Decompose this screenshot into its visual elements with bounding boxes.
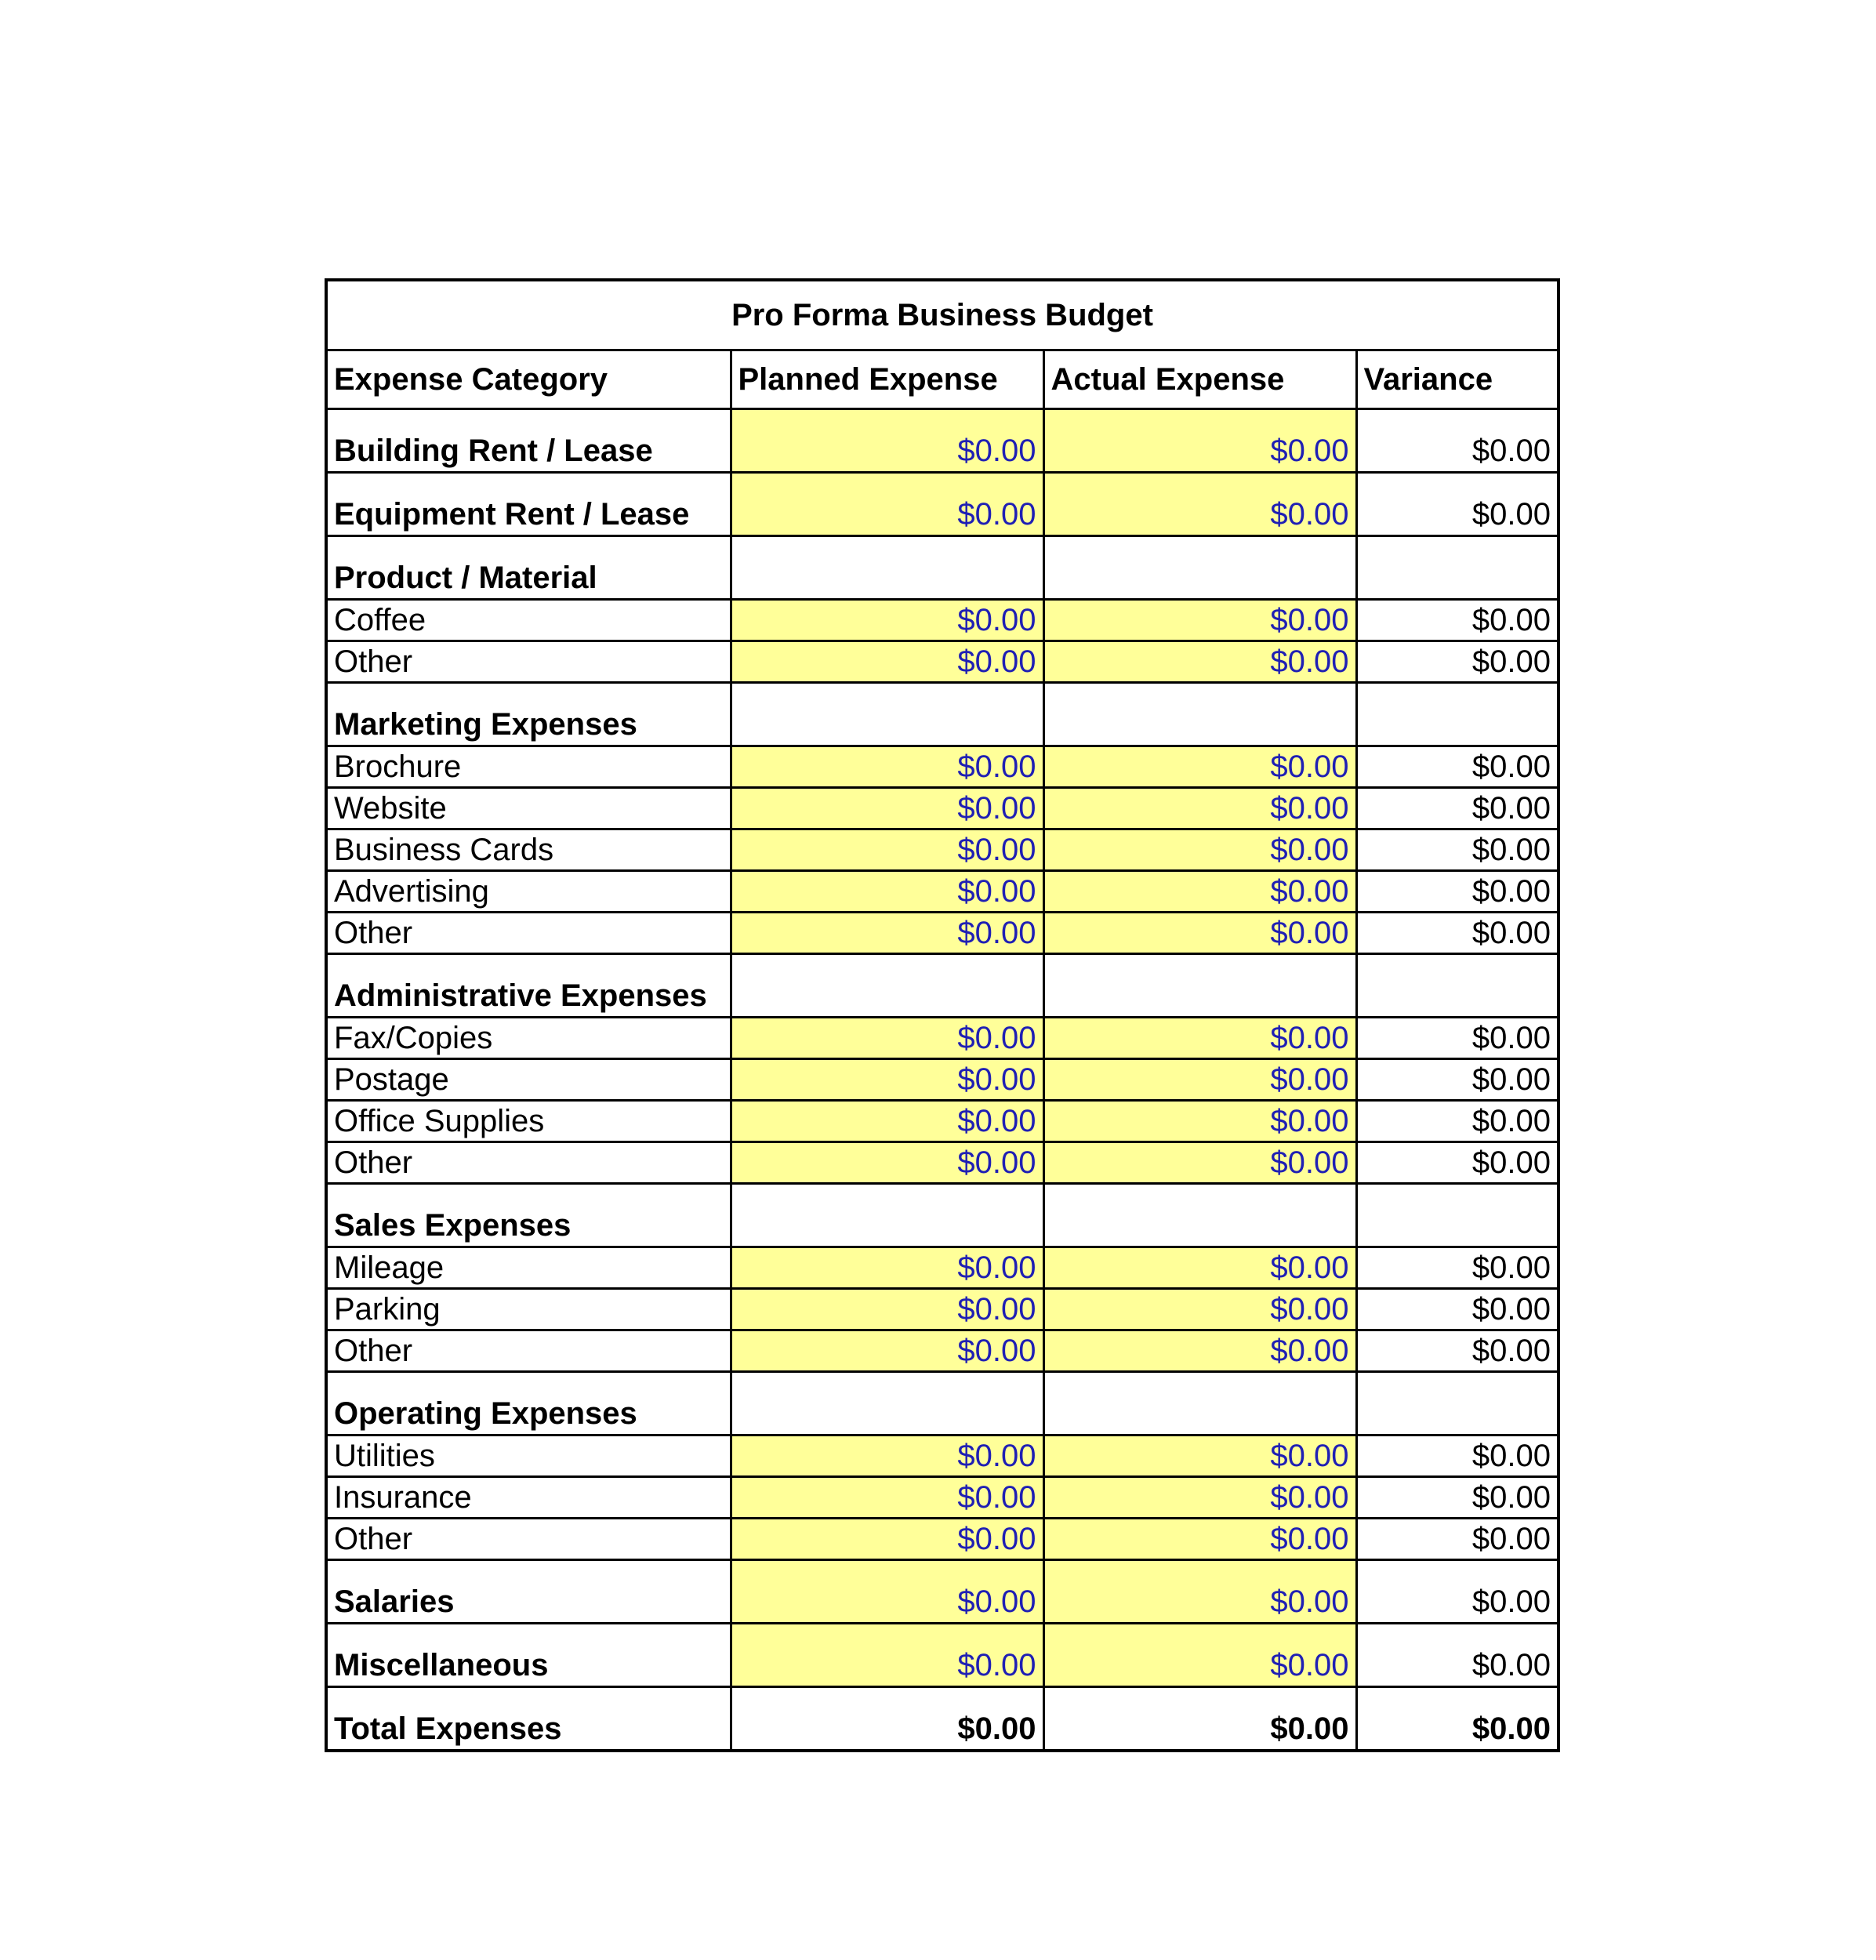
section-label: Operating Expenses xyxy=(326,1372,731,1436)
row-label: Coffee xyxy=(326,600,731,641)
page-title: Pro Forma Business Budget xyxy=(326,280,1558,350)
row-label: Other xyxy=(326,641,731,683)
row-label: Utilities xyxy=(326,1436,731,1477)
variance-cell: $0.00 xyxy=(1356,1018,1558,1059)
table-row xyxy=(326,746,1558,788)
actual-expense-cell[interactable]: $0.00 xyxy=(1043,1247,1356,1289)
total-actual-cell: $0.00 xyxy=(1043,1687,1356,1751)
row-label: Office Supplies xyxy=(326,1101,731,1142)
section-label: Marketing Expenses xyxy=(326,683,731,746)
table-row xyxy=(326,1142,1558,1184)
actual-expense-cell[interactable]: $0.00 xyxy=(1043,1436,1356,1477)
row-label: Insurance xyxy=(326,1477,731,1519)
planned-expense-cell[interactable]: $0.00 xyxy=(731,1059,1043,1101)
variance-cell: $0.00 xyxy=(1356,409,1558,473)
planned-expense-cell[interactable]: $0.00 xyxy=(731,1519,1043,1560)
table-row xyxy=(326,1560,1558,1624)
section-label: Sales Expenses xyxy=(326,1184,731,1247)
actual-expense-cell[interactable]: $0.00 xyxy=(1043,1560,1356,1624)
row-label: Postage xyxy=(326,1059,731,1101)
row-label: Website xyxy=(326,788,731,829)
actual-expense-cell[interactable]: $0.00 xyxy=(1043,1101,1356,1142)
planned-expense-cell[interactable]: $0.00 xyxy=(731,1477,1043,1519)
actual-expense-cell[interactable]: $0.00 xyxy=(1043,1289,1356,1330)
empty-cell xyxy=(1356,1184,1558,1247)
actual-expense-cell[interactable]: $0.00 xyxy=(1043,600,1356,641)
table-row xyxy=(326,409,1558,473)
section-label: Administrative Expenses xyxy=(326,954,731,1018)
empty-cell xyxy=(1043,536,1356,600)
actual-expense-cell[interactable]: $0.00 xyxy=(1043,473,1356,536)
actual-expense-cell[interactable]: $0.00 xyxy=(1043,913,1356,954)
row-label: Parking xyxy=(326,1289,731,1330)
variance-cell: $0.00 xyxy=(1356,1519,1558,1560)
actual-expense-cell[interactable]: $0.00 xyxy=(1043,1519,1356,1560)
planned-expense-cell[interactable]: $0.00 xyxy=(731,1289,1043,1330)
total-label: Total Expenses xyxy=(326,1687,731,1751)
empty-cell xyxy=(1356,1372,1558,1436)
empty-cell xyxy=(731,536,1043,600)
planned-expense-cell[interactable]: $0.00 xyxy=(731,600,1043,641)
section-header-row xyxy=(326,1372,1558,1436)
table-row xyxy=(326,829,1558,871)
row-label: Business Cards xyxy=(326,829,731,871)
header-row xyxy=(326,350,1558,409)
planned-expense-cell[interactable]: $0.00 xyxy=(731,1247,1043,1289)
variance-cell: $0.00 xyxy=(1356,1059,1558,1101)
planned-expense-cell[interactable]: $0.00 xyxy=(731,788,1043,829)
actual-expense-cell[interactable]: $0.00 xyxy=(1043,1477,1356,1519)
table-row xyxy=(326,1330,1558,1372)
table-row xyxy=(326,1519,1558,1560)
table-row xyxy=(326,1477,1558,1519)
planned-expense-cell[interactable]: $0.00 xyxy=(731,829,1043,871)
section-header-row xyxy=(326,1184,1558,1247)
section-header-row xyxy=(326,536,1558,600)
table-row xyxy=(326,1436,1558,1477)
row-label: Other xyxy=(326,913,731,954)
table-row xyxy=(326,1101,1558,1142)
variance-cell: $0.00 xyxy=(1356,788,1558,829)
planned-expense-cell[interactable]: $0.00 xyxy=(731,1560,1043,1624)
variance-cell: $0.00 xyxy=(1356,1560,1558,1624)
variance-cell: $0.00 xyxy=(1356,1247,1558,1289)
row-label: Other xyxy=(326,1330,731,1372)
empty-cell xyxy=(731,683,1043,746)
planned-expense-cell[interactable]: $0.00 xyxy=(731,473,1043,536)
variance-cell: $0.00 xyxy=(1356,829,1558,871)
row-label: Building Rent / Lease xyxy=(326,409,731,473)
table-row xyxy=(326,788,1558,829)
actual-expense-cell[interactable]: $0.00 xyxy=(1043,1018,1356,1059)
variance-cell: $0.00 xyxy=(1356,1436,1558,1477)
row-label: Other xyxy=(326,1142,731,1184)
total-planned-cell: $0.00 xyxy=(731,1687,1043,1751)
planned-expense-cell[interactable]: $0.00 xyxy=(731,1330,1043,1372)
table-row xyxy=(326,1059,1558,1101)
planned-expense-cell[interactable]: $0.00 xyxy=(731,1436,1043,1477)
row-label: Salaries xyxy=(326,1560,731,1624)
variance-cell: $0.00 xyxy=(1356,1142,1558,1184)
planned-expense-cell[interactable]: $0.00 xyxy=(731,1101,1043,1142)
row-label: Brochure xyxy=(326,746,731,788)
planned-expense-cell[interactable]: $0.00 xyxy=(731,1624,1043,1687)
variance-cell: $0.00 xyxy=(1356,1477,1558,1519)
variance-cell: $0.00 xyxy=(1356,600,1558,641)
table-row xyxy=(326,913,1558,954)
actual-expense-cell[interactable]: $0.00 xyxy=(1043,1330,1356,1372)
section-header-row xyxy=(326,683,1558,746)
total-variance-cell: $0.00 xyxy=(1356,1687,1558,1751)
actual-expense-cell[interactable]: $0.00 xyxy=(1043,641,1356,683)
actual-expense-cell[interactable]: $0.00 xyxy=(1043,1624,1356,1687)
planned-expense-cell[interactable]: $0.00 xyxy=(731,871,1043,913)
table-row xyxy=(326,473,1558,536)
empty-cell xyxy=(1356,683,1558,746)
section-header-row xyxy=(326,954,1558,1018)
row-label: Advertising xyxy=(326,871,731,913)
total-row xyxy=(326,1687,1558,1751)
table-row xyxy=(326,1289,1558,1330)
empty-cell xyxy=(1043,1372,1356,1436)
actual-expense-cell[interactable]: $0.00 xyxy=(1043,1059,1356,1101)
variance-cell: $0.00 xyxy=(1356,1289,1558,1330)
table-row xyxy=(326,1247,1558,1289)
variance-cell: $0.00 xyxy=(1356,1101,1558,1142)
actual-expense-cell[interactable]: $0.00 xyxy=(1043,1142,1356,1184)
section-label: Product / Material xyxy=(326,536,731,600)
row-label: Fax/Copies xyxy=(326,1018,731,1059)
row-label: Miscellaneous xyxy=(326,1624,731,1687)
actual-expense-cell[interactable]: $0.00 xyxy=(1043,746,1356,788)
row-label: Other xyxy=(326,1519,731,1560)
budget-table xyxy=(325,278,1560,1752)
empty-cell xyxy=(731,1184,1043,1247)
empty-cell xyxy=(1043,954,1356,1018)
row-label: Mileage xyxy=(326,1247,731,1289)
empty-cell xyxy=(1356,536,1558,600)
variance-cell: $0.00 xyxy=(1356,913,1558,954)
row-label: Equipment Rent / Lease xyxy=(326,473,731,536)
table-row xyxy=(326,871,1558,913)
title-row xyxy=(326,280,1558,350)
planned-expense-cell[interactable]: $0.00 xyxy=(731,1018,1043,1059)
actual-expense-cell[interactable]: $0.00 xyxy=(1043,871,1356,913)
table-row xyxy=(326,1624,1558,1687)
planned-expense-cell[interactable]: $0.00 xyxy=(731,746,1043,788)
planned-expense-cell[interactable]: $0.00 xyxy=(731,641,1043,683)
actual-expense-cell[interactable]: $0.00 xyxy=(1043,409,1356,473)
planned-expense-cell[interactable]: $0.00 xyxy=(731,1142,1043,1184)
actual-expense-cell[interactable]: $0.00 xyxy=(1043,788,1356,829)
table-row xyxy=(326,600,1558,641)
variance-cell: $0.00 xyxy=(1356,641,1558,683)
empty-cell xyxy=(1043,683,1356,746)
table-row xyxy=(326,1018,1558,1059)
variance-cell: $0.00 xyxy=(1356,1330,1558,1372)
empty-cell xyxy=(731,1372,1043,1436)
header-expense-category: Expense Category xyxy=(326,350,731,409)
empty-cell xyxy=(1356,954,1558,1018)
table-row xyxy=(326,641,1558,683)
variance-cell: $0.00 xyxy=(1356,871,1558,913)
budget-sheet xyxy=(325,278,1557,1752)
empty-cell xyxy=(731,954,1043,1018)
empty-cell xyxy=(1043,1184,1356,1247)
variance-cell: $0.00 xyxy=(1356,1624,1558,1687)
planned-expense-cell[interactable]: $0.00 xyxy=(731,913,1043,954)
planned-expense-cell[interactable]: $0.00 xyxy=(731,409,1043,473)
actual-expense-cell[interactable]: $0.00 xyxy=(1043,829,1356,871)
header-planned-expense: Planned Expense xyxy=(731,350,1043,409)
variance-cell: $0.00 xyxy=(1356,746,1558,788)
variance-cell: $0.00 xyxy=(1356,473,1558,536)
header-variance: Variance xyxy=(1356,350,1558,409)
header-actual-expense: Actual Expense xyxy=(1043,350,1356,409)
